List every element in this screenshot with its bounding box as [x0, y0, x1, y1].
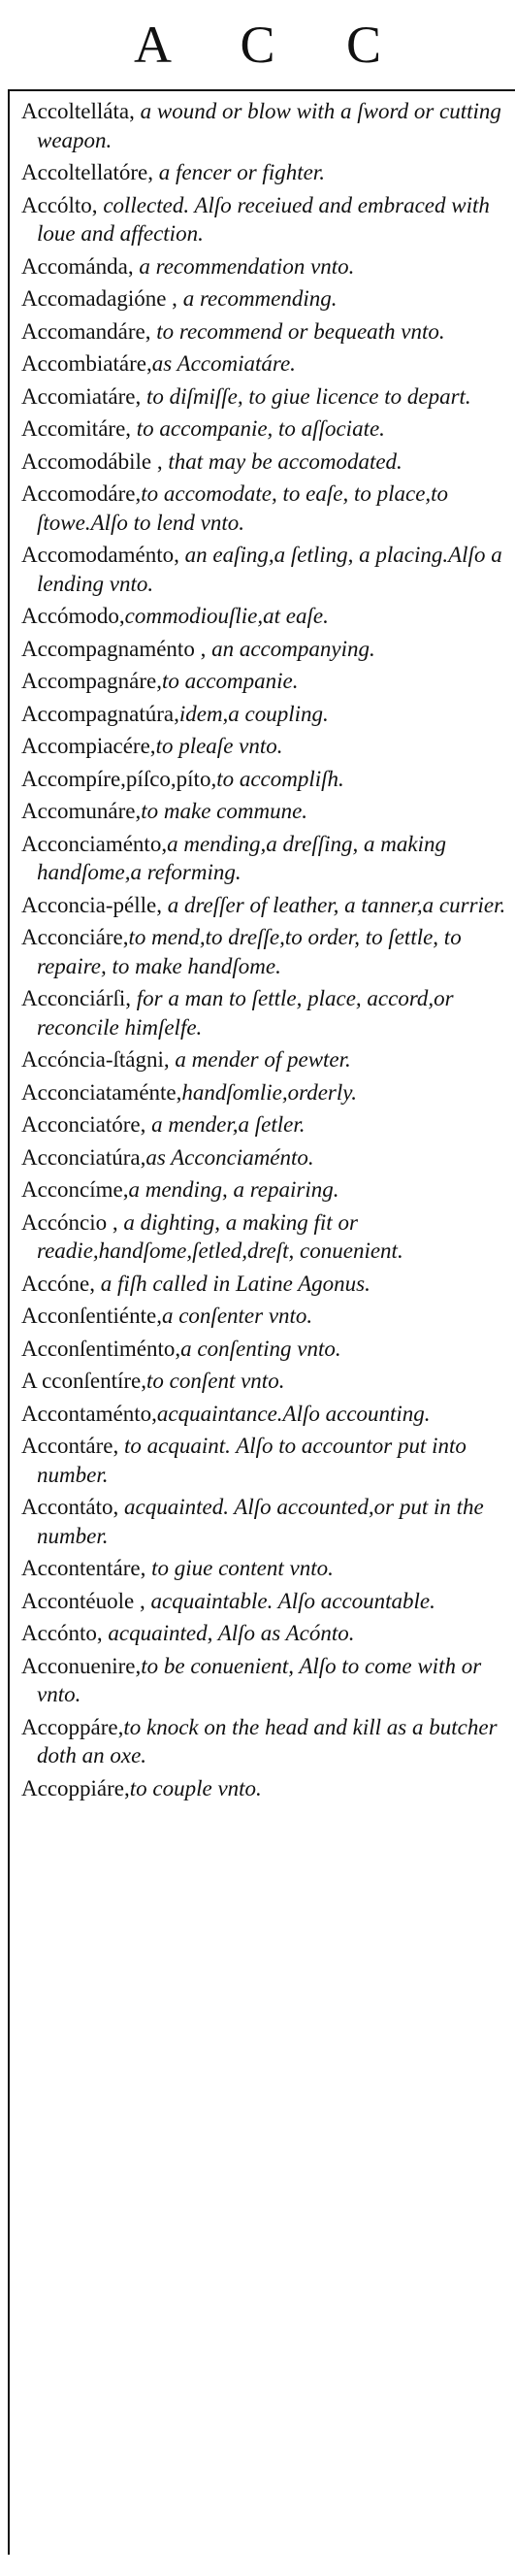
entry-headword: Accóncio , — [21, 1209, 118, 1235]
dictionary-entry — [21, 414, 506, 444]
entry-headword: Accomunáre, — [21, 799, 142, 823]
entry-headword: Accontaménto, — [21, 1401, 157, 1426]
dictionary-entry — [21, 1619, 506, 1648]
entry-headword: Acconuenire, — [21, 1653, 142, 1678]
entry-definition: to pleaſe vnto. — [155, 734, 283, 758]
entry-definition: acquaintable. Alſo accountable. — [145, 1588, 435, 1613]
entry-definition: as Acconciaménto. — [145, 1144, 314, 1170]
entry-headword: Acconſentiénte, — [21, 1304, 162, 1328]
entry-definition: commodiouſlie,at eaſe. — [124, 604, 329, 628]
entry-definition: a dreſſer of leather, a tanner,a currier. — [161, 892, 506, 917]
entry-definition: a conſenter vnto. — [161, 1304, 313, 1328]
entry-definition: to accompliſh. — [216, 766, 344, 791]
entry-definition: to knock on the head and kill as a butcher doth an oxe. — [37, 1714, 498, 1767]
entry-headword: Accómodo, — [21, 604, 125, 628]
dictionary-entry — [21, 349, 506, 379]
entry-definition: to diſmiſſe, to giue licence to depart. — [141, 383, 471, 409]
entry-definition: a dighting, a making fit or readie,handſome,ſetled,dreſt, conuenient. — [37, 1209, 403, 1263]
entry-headword: Accompagnáre, — [21, 669, 162, 693]
entry-headword: Accónto, — [21, 1621, 103, 1645]
entry-headword: Accomodábile , — [21, 448, 163, 474]
entry-definition: to giue content vnto. — [145, 1556, 334, 1580]
entry-definition: idem,a coupling. — [178, 701, 329, 726]
dictionary-entry — [21, 1367, 506, 1396]
dictionary-entry — [21, 830, 506, 887]
entry-definition: acquaintance.Alſo accounting. — [156, 1401, 431, 1426]
entry-headword: Accontáre, — [21, 1434, 119, 1458]
entry-headword: Accólto, — [21, 192, 98, 217]
entry-definition: a mending, a repairing. — [128, 1177, 339, 1202]
dictionary-entry — [21, 1587, 506, 1616]
dictionary-entry — [21, 97, 506, 154]
entry-headword: Accomodaménto, — [21, 543, 179, 567]
entry-headword: Acconciárſi, — [21, 986, 132, 1010]
entry-definition: to recommend or bequeath vnto. — [150, 318, 445, 344]
entry-definition: to accompanie. — [161, 669, 299, 693]
entry-headword: Acconciatúra, — [21, 1144, 146, 1170]
entry-headword: Accontéuole , — [21, 1588, 145, 1613]
entry-headword: Acconcíme, — [21, 1177, 129, 1202]
dictionary-entry — [21, 541, 506, 598]
dictionary-entry — [21, 602, 506, 631]
entry-definition: a mender,a ſetler. — [145, 1112, 306, 1137]
dictionary-entry — [21, 1175, 506, 1205]
entry-definition: to acquaint. Alſo to accountor put into number. — [37, 1434, 467, 1487]
entry-list — [21, 97, 506, 1806]
dictionary-entry — [21, 1432, 506, 1489]
entry-definition: collected. Alſo receiued and embraced with loue and affection. — [37, 192, 490, 246]
entry-definition: a mender of pewter. — [169, 1047, 351, 1072]
entry-headword: Acconciatóre, — [21, 1112, 146, 1137]
entry-headword: Accomiatáre, — [21, 383, 142, 409]
entry-headword: Accóncia-ſtágni, — [21, 1047, 170, 1072]
entry-headword: Accomodáre, — [21, 481, 142, 506]
entry-headword: Accoppiáre, — [21, 1775, 130, 1800]
dictionary-entry — [21, 1493, 506, 1550]
dictionary-entry — [21, 252, 506, 281]
dictionary-entry — [21, 891, 506, 920]
entry-headword: Accompíre,píſco,píto, — [21, 766, 217, 791]
entry-headword: Acconciataménte, — [21, 1079, 182, 1105]
entry-definition: acquainted, Alſo as Acónto. — [102, 1621, 355, 1645]
dictionary-entry — [21, 635, 506, 664]
entry-definition: to accomodate, to eaſe, to place,to ſtowe.Alſo to lend vnto. — [37, 481, 449, 535]
entry-definition: to couple vnto. — [129, 1775, 262, 1800]
entry-headword: Accombiatáre, — [21, 351, 152, 376]
dictionary-entry — [21, 700, 506, 729]
dictionary-entry — [21, 447, 506, 477]
entry-definition: to be conuenient, Alſo to come with or vnto. — [37, 1653, 482, 1706]
dictionary-entry — [21, 1554, 506, 1583]
dictionary-entry — [21, 1713, 506, 1770]
entry-definition: a fencer or fighter. — [153, 160, 325, 184]
entry-definition: a fiſh called in Latine Agonus. — [95, 1271, 370, 1296]
entry-headword: Accóne, — [21, 1271, 95, 1296]
dictionary-entry — [21, 765, 506, 794]
dictionary-entry — [21, 1270, 506, 1299]
entry-definition: acquainted. Alſo accounted,or put in the number. — [37, 1495, 484, 1548]
entry-headword: Accompagnaménto , — [21, 636, 207, 661]
dictionary-entry — [21, 797, 506, 826]
dictionary-entry — [21, 1208, 506, 1266]
entry-definition: a mending,a dreſſing, a making handſome,a reforming. — [37, 831, 446, 884]
entry-definition: a wound or blow with a ſword or cutting weapon. — [37, 99, 501, 152]
entry-definition: a recommendation vnto. — [133, 253, 355, 279]
dictionary-entry — [21, 191, 506, 248]
entry-definition: an accompanying. — [206, 636, 375, 661]
entry-headword: Accoppáre, — [21, 1714, 124, 1739]
dictionary-entry — [21, 382, 506, 412]
entry-definition: a recommending. — [177, 286, 338, 311]
entry-definition: a conſenting vnto. — [180, 1336, 341, 1361]
entry-definition: to accompanie, to aſſociate. — [131, 416, 385, 441]
entry-headword: Accompiacére, — [21, 734, 156, 758]
entry-headword: Acconcia-pélle, — [21, 892, 162, 917]
dictionary-entry — [21, 667, 506, 696]
entry-headword: Accompagnatúra, — [21, 701, 179, 726]
entry-headword: Accománda, — [21, 253, 134, 279]
left-rule — [8, 89, 10, 2555]
dictionary-entry — [21, 1110, 506, 1139]
entry-headword: Accontáto, — [21, 1495, 119, 1519]
entry-definition: to conſent vnto. — [146, 1369, 285, 1393]
entry-definition: to make commune. — [141, 799, 308, 823]
entry-headword: Accoltelláta, — [21, 99, 135, 123]
dictionary-entry — [21, 158, 506, 187]
dictionary-entry — [21, 1652, 506, 1709]
page-header: A C C — [133, 16, 411, 74]
dictionary-entry — [21, 1078, 506, 1107]
entry-definition: that may be accomodated. — [162, 448, 402, 474]
dictionary-entry — [21, 1143, 506, 1172]
entry-headword: Acconſentiménto, — [21, 1336, 181, 1361]
dictionary-entry — [21, 732, 506, 761]
entry-headword: Accontentáre, — [21, 1556, 146, 1580]
entry-headword: Acconciaménto, — [21, 831, 168, 856]
entry-headword: Accomadagióne , — [21, 286, 177, 311]
entry-headword: Acconciáre, — [21, 925, 129, 949]
entry-definition: to mend,to dreſſe,to order, to ſettle, to repaire, to make handſome. — [37, 925, 462, 978]
dictionary-entry — [21, 479, 506, 537]
dictionary-entry — [21, 1774, 506, 1803]
dictionary-entry — [21, 1335, 506, 1364]
entry-definition: for a man to ſettle, place, accord,or reconcile himſelfe. — [37, 986, 454, 1040]
dictionary-entry — [21, 984, 506, 1041]
entry-definition: an eaſing,a ſetling, a placing.Alſo a lending vnto. — [37, 543, 502, 596]
entry-definition: handſomlie,orderly. — [181, 1079, 357, 1105]
entry-definition: as Accomiatáre. — [151, 351, 296, 376]
dictionary-entry — [21, 1302, 506, 1331]
dictionary-entry — [21, 1400, 506, 1429]
entry-headword: Accoltellatóre, — [21, 160, 154, 184]
dictionary-entry — [21, 317, 506, 347]
entry-headword: Accomandáre, — [21, 318, 151, 344]
dictionary-entry — [21, 923, 506, 980]
dictionary-entry — [21, 284, 506, 314]
entry-headword: Accomitáre, — [21, 416, 132, 441]
entry-headword: A cconſentíre, — [21, 1369, 147, 1393]
top-rule — [8, 89, 515, 91]
dictionary-entry — [21, 1045, 506, 1074]
